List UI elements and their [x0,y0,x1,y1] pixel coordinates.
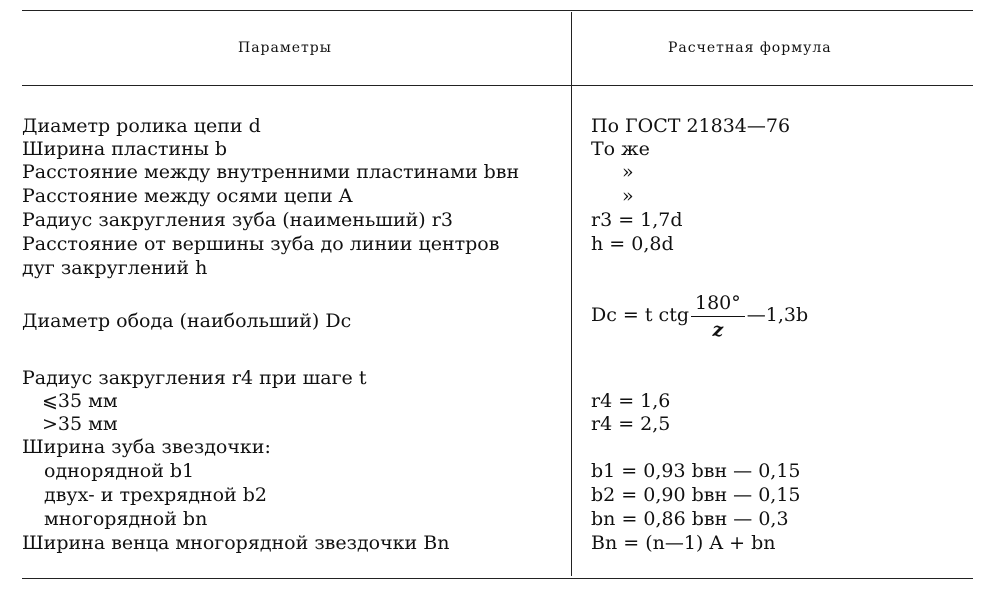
formula-row-5: r3 = 1,7d [591,209,683,231]
column-divider [571,12,572,576]
formula-row-14: bn = 0,86 bвн — 0,3 [591,508,789,530]
formula-row-2: То же [591,138,650,160]
fraction-denominator: z [712,318,724,341]
param-row-2: Ширина пластины b [22,138,228,160]
param-row-7: Диаметр обода (наибольший) Dc [22,310,352,332]
param-row-1: Диаметр ролика цепи d [22,115,261,137]
fraction [691,290,745,343]
fraction-numerator: 180° [691,290,745,317]
formula-row-6: h = 0,8d [591,233,674,255]
formula-row-4: » [622,185,634,207]
formula-row-1: По ГОСТ 21834—76 [591,115,791,137]
formula-row-7 [591,288,808,343]
param-row-12: однорядной b1 [44,460,195,482]
param-row-11: Ширина зуба звездочки: [22,436,271,458]
formula-row-3: » [622,161,634,183]
param-row-8: Радиус закругления r4 при шаге t [22,367,367,389]
param-row-5: Радиус закругления зуба (наименьший) r3 [22,209,453,231]
header-params: Параметры [238,40,332,56]
formula-row-10: r4 = 2,5 [591,413,671,435]
formula-row-13: b2 = 0,90 bвн — 0,15 [591,484,801,506]
param-row-14: многорядной bn [44,508,208,530]
header-formula: Расчетная формула [668,40,832,56]
param-row-15: Ширина венца многорядной звездочки Bn [22,532,450,554]
header-bottom-rule [22,85,973,86]
formula-row-15: Bn = (n—1) A + bn [591,532,776,554]
formula-row-7-suffix: —1,3b [746,304,809,326]
formula-row-7-prefix: Dc = t ctg [591,304,689,326]
formula-row-12: b1 = 0,93 bвн — 0,15 [591,460,801,482]
param-row-6-cont: дуг закруглений h [22,257,208,279]
table-bottom-rule [22,578,973,579]
param-row-10: >35 мм [42,413,118,435]
param-row-4: Расстояние между осями цепи A [22,185,353,207]
formula-row-9: r4 = 1,6 [591,390,671,412]
param-row-13: двух- и трехрядной b2 [44,484,267,506]
table-top-rule [22,10,973,11]
param-row-9: ⩽35 мм [42,390,118,412]
param-row-6: Расстояние от вершины зуба до линии центров [22,233,500,255]
param-row-3: Расстояние между внутренними пластинами bвн [22,161,520,183]
